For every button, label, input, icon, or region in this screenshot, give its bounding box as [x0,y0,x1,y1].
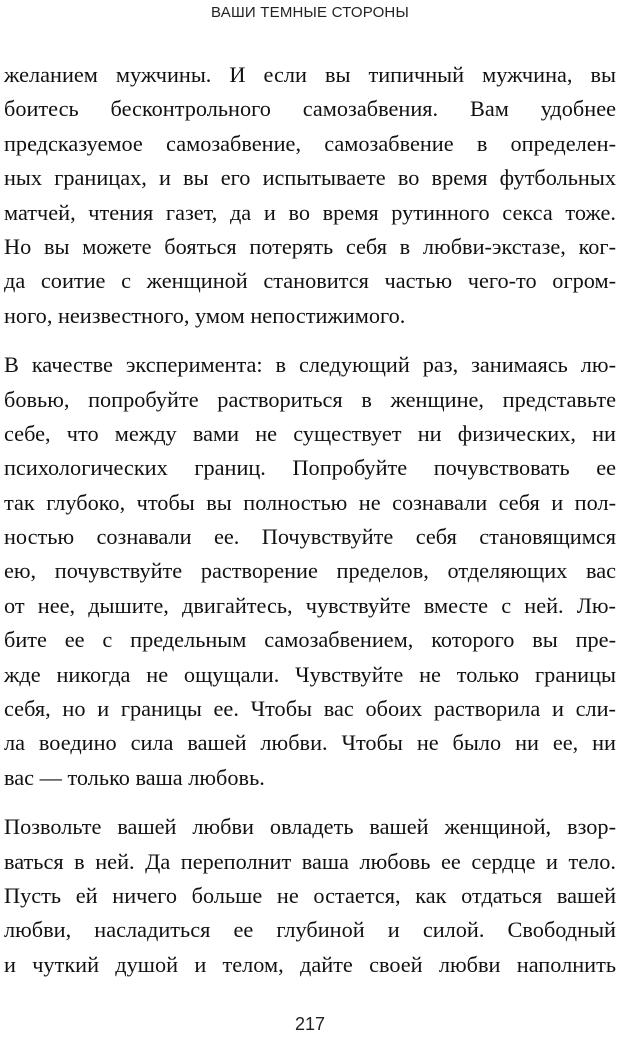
text-line: вас — только ваша любовь. [4,764,265,790]
text-line: так глубоко, чтобы вы полностью не сознавали себя и пол- [4,489,616,515]
text-line: бите ее с предельным самозабвением, которого вы пре- [4,627,616,653]
text-line: ностью сознавали ее. Почувствуйте себя становящимся [4,524,616,550]
text-line: Пусть ей ничего больше не остается, как отдаться вашей [4,882,616,908]
text-line: себя, но и границы ее. Чтобы вас обоих растворила и сли- [4,696,616,722]
text-line: ваться в ней. Да переполнит ваша любовь ее сердце и тело. [4,848,616,874]
page-number: 217 [294,1014,326,1034]
text-line: психологических границ. Попробуйте почувствовать ее [4,455,616,481]
text-line: ных границах, и вы его испытываете во время футбольных [4,165,616,191]
paragraph-3 [4,810,616,982]
text-line: ла воедино сила вашей любви. Чтобы не было ни ее, ни [4,730,616,756]
text-line: да соитие с женщиной становится частью чего-то огром- [4,268,616,294]
text-line: и чуткий душой и телом, дайте своей любви наполнить [4,951,616,977]
text-line: желанием мужчины. И если вы типичный мужчина, вы [4,62,616,87]
body-text [4,58,616,982]
text-line: ею, почувствуйте растворение пределов, отделяющих вас [4,558,616,584]
text-line: боитесь бесконтрольного самозабвения. Вам удобнее [4,96,616,122]
paragraph-1 [4,58,616,333]
text-line: предсказуемое самозабвение, самозабвение в определен- [4,130,616,156]
text-line: себе, что между вами не существует ни физических, ни [4,420,616,446]
running-header: ВАШИ ТЕМНЫЕ СТОРОНЫ [211,4,409,21]
paragraph-2 [4,348,616,795]
text-line: ного, неизвестного, умом непостижимого. [4,302,406,328]
text-line: любви, насладиться ее глубиной и силой. Свободный [4,917,616,943]
text-line: В качестве эксперимента: в следующий раз, занимаясь лю- [4,352,616,378]
text-line: жде никогда не ощущали. Чувствуйте не только границы [4,661,616,687]
text-line: Но вы можете бояться потерять себя в любви-экстазе, ког- [4,233,616,259]
text-line: Позвольте вашей любви овладеть вашей женщиной, взор- [4,814,616,840]
text-line: от нее, дышите, двигайтесь, чувствуйте вместе с ней. Лю- [4,592,616,618]
text-line: матчей, чтения газет, да и во время рутинного секса тоже. [4,199,616,225]
text-line: бовью, попробуйте раствориться в женщине, представьте [4,386,616,412]
